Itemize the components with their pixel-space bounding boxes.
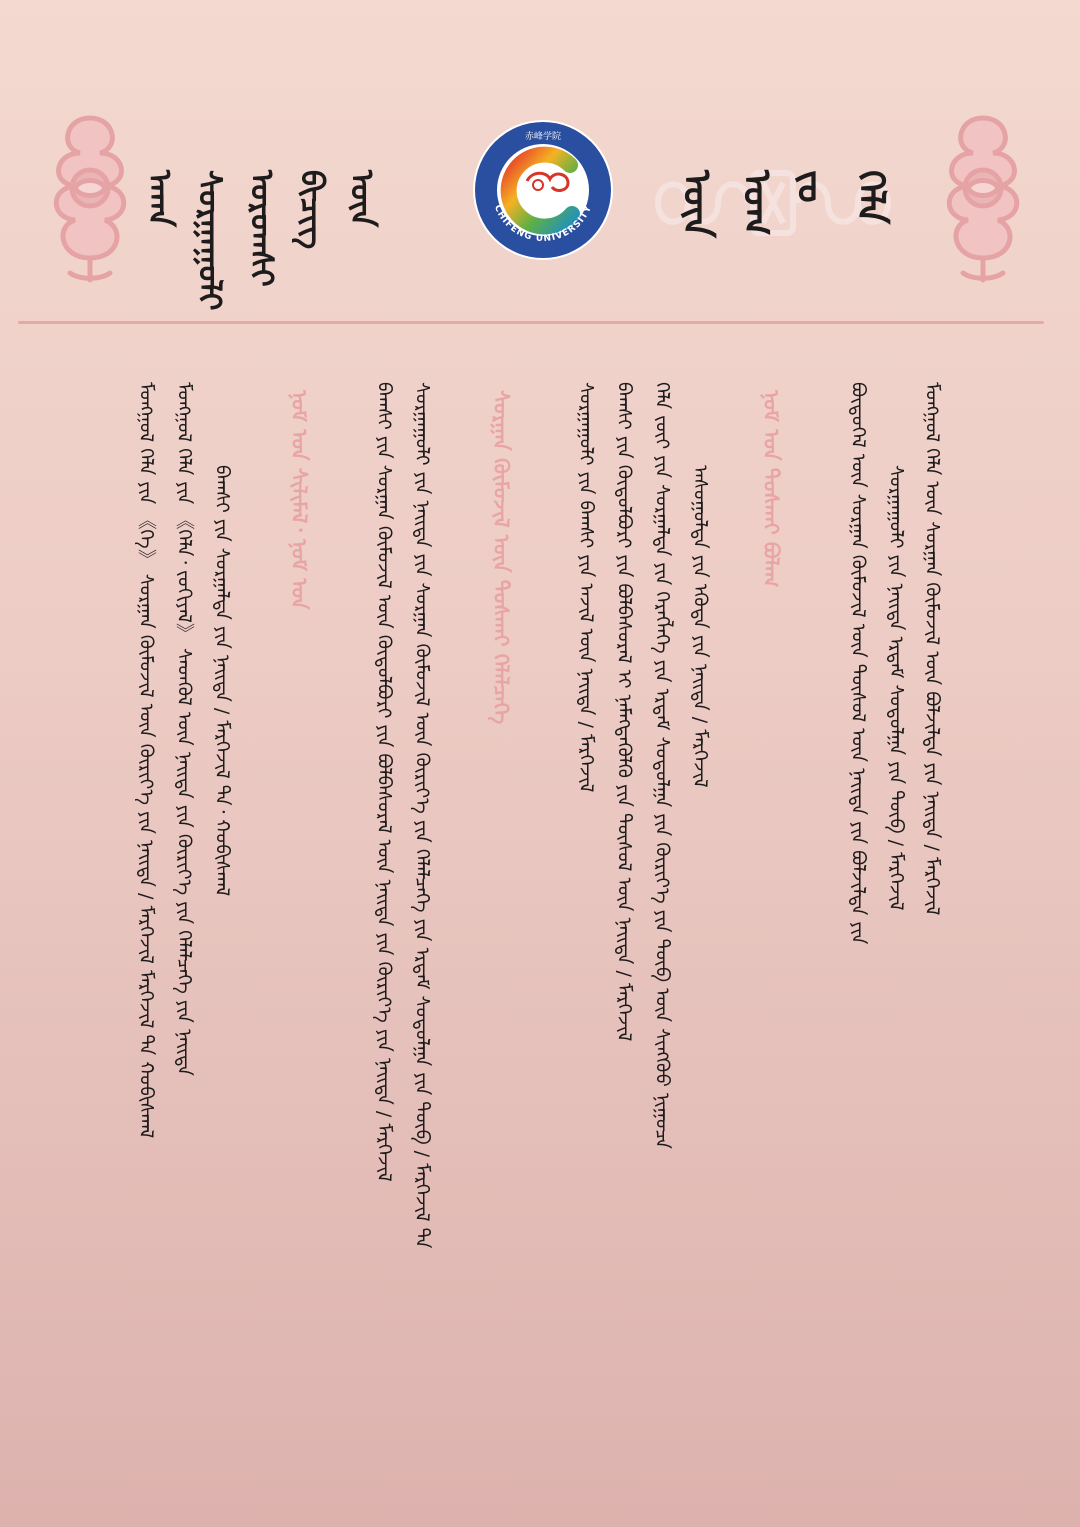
university-logo	[472, 119, 614, 261]
header-band	[0, 0, 1080, 330]
header-title-word-1: ᠬᠡᠯᠡ	[849, 170, 893, 225]
header-org-word-3: ᠤᠷᠤᠭᠰᠢ	[243, 170, 281, 287]
logo-chinese-name: 赤峰学院	[524, 132, 562, 142]
cloud-ornament-left-icon	[35, 108, 145, 283]
logo-english-name: CHIFENG UNIVERSITY	[491, 203, 595, 245]
body-column-8: ᠰᠤᠷᠭᠠᠭᠤᠯᠢ ᠶᠢᠨ ᠪᠠᠭᠰᠢ ᠶᠢᠨ ᠠᠵᠢᠯ ᠦᠨ ᠨᠡᠢᠲᠡ / ᠮᠡᠷᠭᠡᠵᠢᠯ	[575, 382, 597, 793]
body-column-11: ᠪᠠᠭᠰᠢ ᠶᠢᠨ ᠰᠤᠷᠭᠠᠨ ᠬᠦᠮᠦᠵᠢᠯ ᠦᠨ ᠬᠥᠲᠦᠯᠪᠦᠷᠢ ᠶᠢᠨ ᠪᠤᠯᠪᠠᠰᠤᠷᠠᠯ ᠦᠨ ᠨᠡᠢᠲᠡ ᠶᠢᠨ ᠬᠦᠷᠢᠶ᠎ᠡ ᠶᠢᠨ ᠨᠡᠢᠲᠡ / ᠮᠡᠷᠭᠡᠵᠢᠯ	[373, 382, 395, 1182]
header-org-word-1: ᠠᠬᠠ	[141, 170, 179, 227]
body-heading-2: ᠰᠤᠷᠭᠠᠨ ᠬᠦᠮᠦᠵᠢᠯ ᠦᠨ ᠲᠤᠰᠬᠠᠢ ᠬᠡᠯᠡᠯᠴᠡᠭᠡ	[489, 390, 513, 725]
body-column-15: ᠮᠣᠩᠭᠣᠯ ᠬᠡᠯᠡ ᠶᠢᠨ 《ᠬᠡ》 ᠰᠤᠷᠭᠠᠨ ᠬᠦᠮᠦᠵᠢᠯ ᠦᠨ ᠬᠦᠷᠢᠶ᠎ᠡ ᠶᠢᠨ ᠨᠡᠢᠲᠡ / ᠮᠡᠷᠭᠡᠵᠢᠯ ᠮᠡᠷᠭᠡᠵᠢᠯ ᠲᠡ ᠬᠤᠪᠢᠰᠬᠠᠯ	[135, 382, 157, 1139]
body-column-7: ᠪᠠᠭᠰᠢ ᠶᠢᠨ ᠬᠥᠲᠦᠯᠪᠦᠷᠢ ᠶᠢᠨ ᠪᠤᠯᠪᠠᠰᠤᠷᠠᠯ ᠢ ᠨᠡᠮᠡᠭᠳᠡᠭᠦᠯᠬᠦ ᠶᠢᠨ ᠲᠥᠰᠥᠯ ᠦᠨ ᠨᠡᠢᠲᠡ / ᠮᠡᠷᠭᠡᠵᠢᠯ	[613, 382, 635, 1042]
body-heading-3: ᠨᠣᠮ ᠤᠨ ᠰᠢᠯᠢᠮᠡᠯ᠂ ᠨᠣᠮ ᠤᠨ	[287, 390, 311, 610]
body-column-5: ᠠᠰᠤᠭᠤᠯᠲᠠ ᠶᠢᠨ ᠡᠭᠦᠳᠡ ᠶᠢᠨ ᠨᠡᠢᠲᠡ / ᠮᠡᠷᠭᠡᠵᠢᠯ	[689, 465, 711, 788]
cloud-ornament-right-icon	[928, 108, 1038, 283]
header-divider	[18, 321, 1044, 324]
header-org-word-5: ᠦᠨ	[343, 170, 381, 228]
body-column-14: ᠮᠣᠩᠭᠣᠯ ᠬᠡᠯᠡ ᠶᠢᠨ 《ᠬᠡᠯᠡ᠂ ᠵᠣᠬᠢᠶᠠᠯ》 ᠰᠡᠳᠬᠦᠯ ᠦᠨ ᠨᠡᠢᠲᠡ ᠶᠢᠨ ᠬᠦᠷᠢᠶ᠎ᠡ ᠶᠢᠨ ᠬᠡᠯᠡᠯᠴᠡᠭᠡ ᠶᠢᠨ ᠨᠡᠢᠲᠡ	[173, 382, 195, 1076]
body-column-10: ᠰᠤᠷᠭᠠᠭᠤᠯᠢ ᠶᠢᠨ ᠨᠡᠢᠲᠡ ᠶᠢᠨ ᠰᠤᠷᠭᠠᠨ ᠬᠦᠮᠦᠵᠢᠯ ᠦᠨ ᠬᠦᠷᠢᠶ᠎ᠡ ᠶᠢᠨ ᠬᠡᠯᠡᠯᠴᠡᠭᠡ ᠶᠢᠨ ᠡᠷᠳᠡᠮ ᠰᠤᠳᠤᠯᠭᠠ ᠶᠢᠨ ᠲᠥᠪ / ᠮᠡᠷᠭᠡᠵᠢᠯ ᠲᠡ	[411, 382, 433, 1249]
header-org-word-2: ᠰᠤᠷᠭᠠᠭᠤᠯᠢ	[191, 170, 229, 311]
header-title-word-4: ᠦᠨ	[675, 170, 719, 238]
header-title-word-3: ᠤᠭ	[735, 170, 779, 236]
body-heading-1: ᠨᠣᠮ ᠤᠨ ᠲᠤᠰᠬᠠᠢ ᠪᠤᠯᠠᠭ	[759, 390, 783, 588]
header-title-word-2: ᠵᠤ	[789, 170, 833, 203]
body-column-2: ᠰᠤᠷᠭᠠᠭᠤᠯᠢ ᠶᠢᠨ ᠨᠡᠢᠲᠡ ᠡᠷᠳᠡᠮ ᠰᠤᠳᠤᠯᠭᠠ ᠶᠢᠨ ᠲᠥᠪ / ᠮᠡᠷᠭᠡᠵᠢᠯ	[885, 465, 907, 911]
header-org-word-4: ᠪᠢᠴᠢᠭ	[293, 170, 331, 250]
body-column-3: ᠪᠦᠲᠦᠭᠡᠯ ᠦᠨ ᠰᠤᠷᠭᠠᠨ ᠬᠦᠮᠦᠵᠢᠯ ᠦᠨ ᠲᠥᠰᠥᠯ ᠦᠨ ᠨᠡᠢᠲᠡ ᠶᠢᠨ ᠪᠤᠯᠵᠢᠯᠲᠠ ᠶᠢᠨ	[847, 382, 869, 945]
body-column-6: ᠬᠡᠯᠡ ᠵᠦᠢ ᠶᠢᠨ ᠰᠤᠷᠭᠠᠯᠲᠠ ᠶᠢᠨ ᠬᠡᠷᠡᠭᠯᠡᠭᠡ ᠶᠢᠨ ᠡᠷᠳᠡᠮ ᠰᠤᠳᠤᠯᠭᠠ ᠶᠢᠨ ᠬᠦᠷᠢᠶ᠎ᠡ ᠶᠢᠨ ᠲᠥᠪ ᠦᠨ ᠰᠢᠩᠬᠦᠦ ᠨᠢᠭᠤᠴᠠ	[651, 382, 673, 1149]
body-column-13: ᠪᠠᠭᠰᠢ ᠶᠢᠨ ᠰᠤᠷᠭᠠᠯᠲᠠ ᠶᠢᠨ ᠨᠡᠢᠲᠡ / ᠮᠡᠷᠭᠡᠵᠢᠯ ᠲᠡ᠂ ᠬᠤᠪᠢᠰᠬᠠᠯ	[211, 465, 233, 897]
body-column-1: ᠮᠣᠩᠭᠣᠯ ᠬᠡᠯᠡ ᠦᠨ ᠰᠤᠷᠭᠠᠨ ᠬᠦᠮᠦᠵᠢᠯ ᠦᠨ ᠪᠤᠯᠵᠢᠯᠲᠠ ᠶᠢᠨ ᠨᠡᠢᠲᠡ / ᠮᠡᠷᠭᠡᠵᠢᠯ	[921, 382, 943, 916]
